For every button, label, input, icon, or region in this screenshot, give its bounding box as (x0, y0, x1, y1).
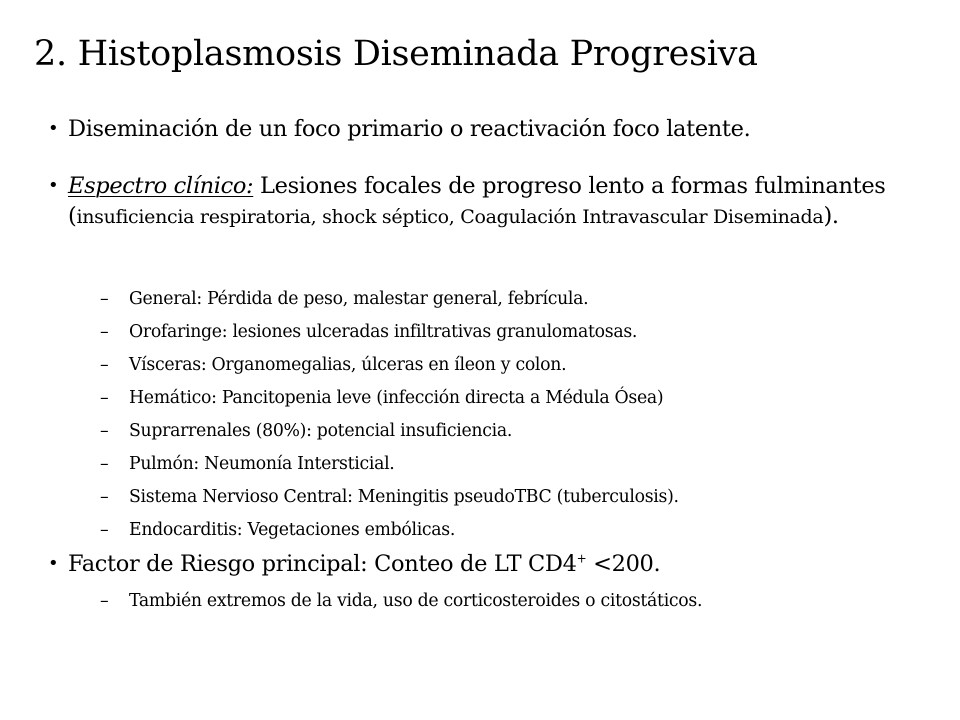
bullet-clinical-spectrum (48, 171, 918, 271)
sub-bullet-text: Vísceras: Organomegalias, úlceras en íleon y colon. (129, 355, 567, 375)
clinical-spectrum-text-c: ). (823, 203, 839, 229)
sub-bullet-text: También extremos de la vida, uso de corticosteroides o citostáticos. (129, 591, 703, 611)
dash: – (100, 591, 109, 611)
bullet-text (68, 549, 918, 579)
clinical-spectrum-text-b: insuficiencia respiratoria, shock séptico, Coagulación Intravascular Diseminada (76, 206, 824, 228)
dash: – (100, 421, 109, 441)
dash: – (100, 487, 109, 507)
risk-factor-text-a: Factor de Riesgo principal: Conteo de LT CD4 (68, 551, 577, 577)
sub-bullet-text: Suprarrenales (80%): potencial insuficiencia. (129, 421, 513, 441)
sub-bullet-text: Sistema Nervioso Central: Meningitis pseudoTBC (tuberculosis). (129, 487, 679, 507)
dash: – (100, 289, 109, 309)
clinical-spectrum-text-a: Lesiones focales de progreso lento a formas fulminantes ( (68, 173, 886, 229)
dash: – (100, 355, 109, 375)
dash: – (100, 322, 109, 342)
sub-bullet-text: Pulmón: Neumonía Intersticial. (129, 454, 395, 474)
superscript-plus: + (576, 551, 587, 566)
bullet-dot: • (48, 118, 59, 139)
dash: – (100, 388, 109, 408)
bullet-dot: • (48, 553, 59, 574)
clinical-spectrum-label: Espectro clínico: (68, 173, 254, 199)
sub-bullet-text: Orofaringe: lesiones ulceradas infiltrativas granulomatosas. (129, 322, 638, 342)
sub-bullet-text: Hemático: Pancitopenia leve (infección directa a Médula Ósea) (129, 388, 664, 408)
bullet-dot: • (48, 175, 59, 196)
bullet-text: Diseminación de un foco primario o reactivación foco latente. (68, 116, 751, 142)
dash: – (100, 520, 109, 540)
sub-bullet-text: Endocarditis: Vegetaciones embólicas. (129, 520, 456, 540)
bullet-text (68, 171, 918, 232)
sub-bullet-text: General: Pérdida de peso, malestar general, febrícula. (129, 289, 589, 309)
risk-factor-text-b: <200. (586, 551, 661, 577)
slide-title: 2. Histoplasmosis Diseminada Progresiva (34, 34, 758, 74)
dash: – (100, 454, 109, 474)
